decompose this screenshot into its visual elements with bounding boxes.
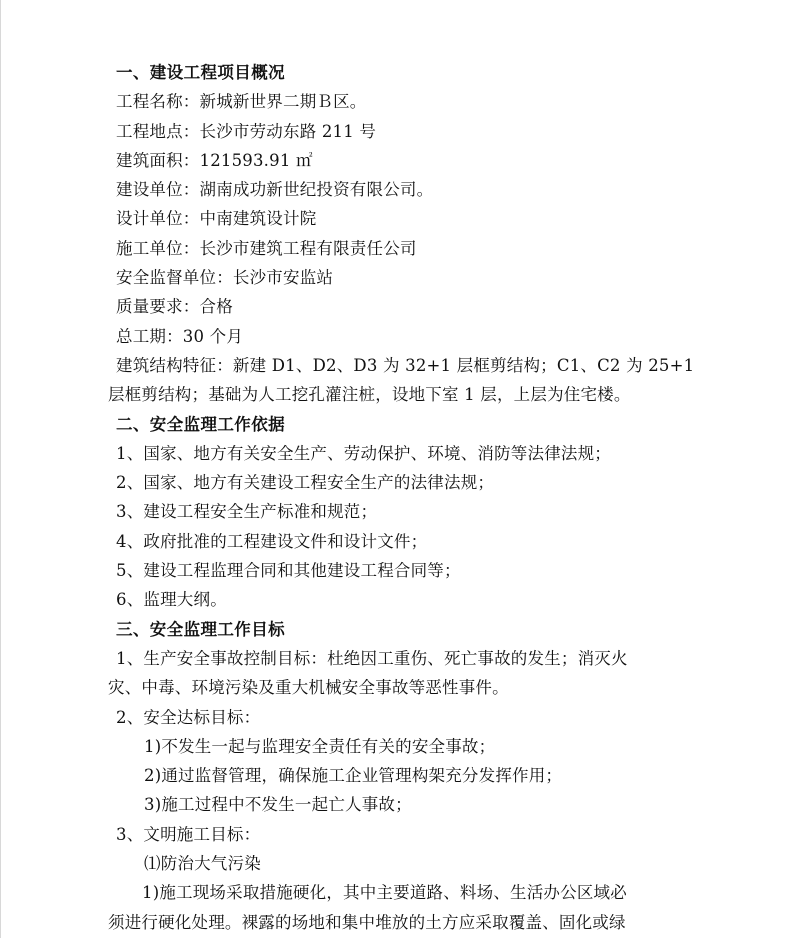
section-heading-2: 二、安全监理工作依据 [116, 414, 285, 434]
safety-supervision-unit: 安全监督单位：长沙市安监站 [116, 268, 334, 288]
basis-item-2: 2、国家、地方有关建设工程安全生产的法律法规； [116, 473, 495, 493]
project-location: 工程地点：长沙市劳动东路 211 号 [116, 121, 377, 141]
goal-2-item-3: 3)施工过程中不发生一起亡人事故； [144, 795, 412, 815]
total-duration: 总工期：30 个月 [116, 326, 244, 346]
goal-3: 3、文明施工目标： [116, 824, 261, 844]
document-body [108, 58, 698, 937]
construction-unit: 建设单位：湖南成功新世纪投资有限公司。 [116, 180, 434, 200]
structure-features-line-1: 建筑结构特征：新建 D1、D2、D3 为 32+1 层框剪结构；C1、C2 为 25+1 [116, 355, 695, 375]
paragraph-line-1: 1)施工现场采取措施硬化，其中主要道路、料场、生活办公区域必 [142, 883, 627, 903]
basis-item-5: 5、建设工程监理合同和其他建设工程合同等； [116, 561, 461, 581]
page-left-edge [0, 0, 1, 938]
quality-requirement: 质量要求：合格 [116, 297, 233, 317]
basis-item-6: 6、监理大纲。 [116, 590, 227, 610]
basis-item-4: 4、政府批准的工程建设文件和设计文件； [116, 531, 428, 551]
paragraph-line-2: 须进行硬化处理。裸露的场地和集中堆放的土方应采取覆盖、固化或绿 [108, 912, 626, 932]
goal-2: 2、安全达标目标： [116, 707, 261, 727]
builder-unit: 施工单位：长沙市建筑工程有限责任公司 [116, 238, 417, 258]
basis-item-1: 1、国家、地方有关安全生产、劳动保护、环境、消防等法律法规； [116, 443, 611, 463]
goal-3-subheading: ⑴防治大气污染 [144, 854, 261, 874]
design-unit: 设计单位：中南建筑设计院 [116, 209, 317, 229]
goal-2-item-1: 1)不发生一起与监理安全责任有关的安全事故； [144, 736, 496, 756]
building-area: 建筑面积：121593.91 ㎡ [116, 150, 313, 170]
goal-1-line-1: 1、生产安全事故控制目标：杜绝因工重伤、死亡事故的发生；消灭火 [116, 648, 628, 668]
structure-features-line-2: 层框剪结构；基础为人工挖孔灌注桩，设地下室 1 层，上层为住宅楼。 [108, 385, 631, 405]
goal-1-line-2: 灾、中毒、环境污染及重大机械安全事故等恶性事件。 [108, 678, 509, 698]
section-heading-3: 三、安全监理工作目标 [116, 619, 285, 639]
section-heading-1: 一、建设工程项目概况 [116, 63, 285, 82]
basis-item-3: 3、建设工程安全生产标准和规范； [116, 502, 378, 522]
goal-2-item-2: 2)通过监督管理，确保施工企业管理构架充分发挥作用； [144, 766, 563, 786]
project-name: 工程名称：新城新世界二期Ｂ区。 [116, 92, 367, 112]
